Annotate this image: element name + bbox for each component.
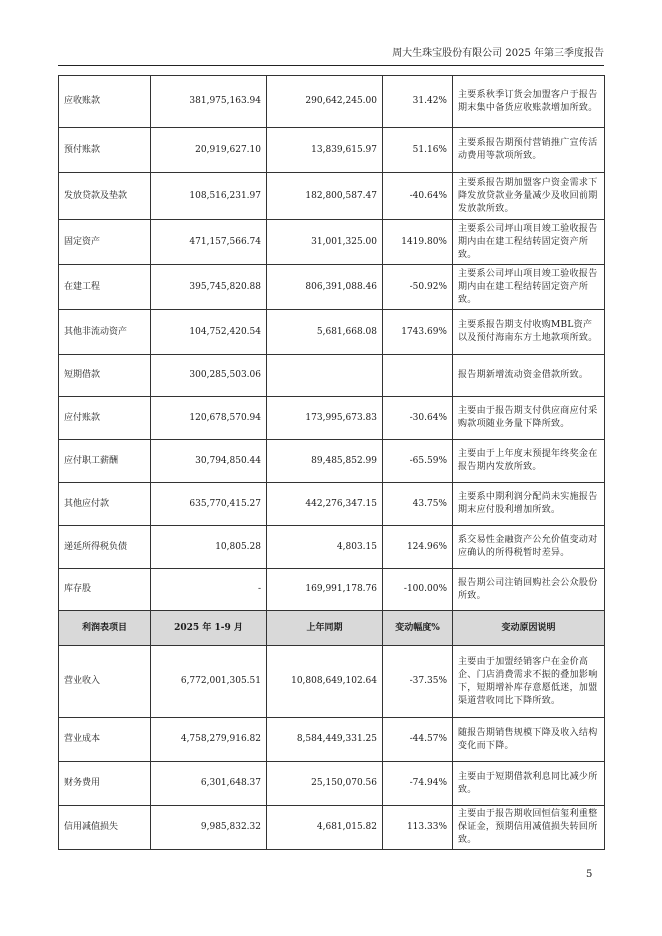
current-value-cell: 104,752,420.54 bbox=[151, 310, 267, 355]
reason-cell: 主要系报告期预付营销推广宣传活动费用等款项所致。 bbox=[453, 128, 605, 173]
current-value-cell: 9,985,832.32 bbox=[151, 806, 267, 850]
reason-cell: 主要系报告期支付收购MBL资产以及预付海南东方土地款项所致。 bbox=[453, 310, 605, 355]
change-rate-cell: 1419.80% bbox=[383, 220, 453, 265]
previous-value-cell: 4,803.15 bbox=[267, 526, 383, 569]
change-rate-cell: -50.92% bbox=[383, 265, 453, 310]
current-value-cell: 10,805.28 bbox=[151, 526, 267, 569]
previous-value-cell: 8,584,449,331.25 bbox=[267, 718, 383, 762]
table-row bbox=[59, 310, 605, 355]
change-rate-cell: -40.64% bbox=[383, 173, 453, 220]
reason-cell: 主要系秋季订货会加盟客户于报告期末集中备货应收账款增加所致。 bbox=[453, 76, 605, 128]
previous-value-cell: 5,681,668.08 bbox=[267, 310, 383, 355]
item-cell: 营业成本 bbox=[59, 718, 151, 762]
table-row bbox=[59, 128, 605, 173]
current-value-cell: 6,772,001,305.51 bbox=[151, 646, 267, 718]
table-row bbox=[59, 173, 605, 220]
item-cell: 发放贷款及垫款 bbox=[59, 173, 151, 220]
table-row bbox=[59, 762, 605, 806]
reason-cell: 系交易性金融资产公允价值变动对应确认的所得税暂时差异。 bbox=[453, 526, 605, 569]
item-cell: 短期借款 bbox=[59, 355, 151, 397]
item-cell: 营业收入 bbox=[59, 646, 151, 718]
change-rate-cell: -74.94% bbox=[383, 762, 453, 806]
change-rate-cell: 43.75% bbox=[383, 483, 453, 526]
table-row bbox=[59, 76, 605, 128]
item-cell: 应收账款 bbox=[59, 76, 151, 128]
table-row bbox=[59, 483, 605, 526]
reason-cell: 主要由于报告期收回恒信玺利重整保证金，预期信用减值损失转回所致。 bbox=[453, 806, 605, 850]
report-title: 周大生珠宝股份有限公司 2025 年第三季度报告 bbox=[392, 48, 604, 59]
reason-cell: 随报告期销售规模下降及收入结构变化而下降。 bbox=[453, 718, 605, 762]
change-rate-cell: 31.42% bbox=[383, 76, 453, 128]
reason-cell: 主要系公司坪山项目竣工验收报告期内由在建工程结转固定资产所致。 bbox=[453, 220, 605, 265]
current-value-cell: 108,516,231.97 bbox=[151, 173, 267, 220]
previous-value-cell: 173,995,673.83 bbox=[267, 397, 383, 440]
header-current-cell: 2025 年 1-9 月 bbox=[151, 611, 267, 646]
header-reason-cell: 变动原因说明 bbox=[453, 611, 605, 646]
table-row bbox=[59, 569, 605, 611]
page-header bbox=[58, 44, 604, 66]
change-analysis-table bbox=[58, 75, 605, 850]
table-row bbox=[59, 526, 605, 569]
change-rate-cell: 1743.69% bbox=[383, 310, 453, 355]
header-item-cell: 利润表项目 bbox=[59, 611, 151, 646]
current-value-cell: 635,770,415.27 bbox=[151, 483, 267, 526]
previous-value-cell: 13,839,615.97 bbox=[267, 128, 383, 173]
reason-cell: 报告期公司注销回购社会公众股份所致。 bbox=[453, 569, 605, 611]
change-rate-cell: 113.33% bbox=[383, 806, 453, 850]
current-value-cell: 4,758,279,916.82 bbox=[151, 718, 267, 762]
item-cell: 预付账款 bbox=[59, 128, 151, 173]
header-previous-cell: 上年同期 bbox=[267, 611, 383, 646]
change-rate-cell bbox=[383, 355, 453, 397]
item-cell: 财务费用 bbox=[59, 762, 151, 806]
current-value-cell: 6,301,648.37 bbox=[151, 762, 267, 806]
reason-cell: 主要由于报告期支付供应商应付采购款项随业务量下降所致。 bbox=[453, 397, 605, 440]
current-value-cell: - bbox=[151, 569, 267, 611]
previous-value-cell: 806,391,088.46 bbox=[267, 265, 383, 310]
item-cell: 库存股 bbox=[59, 569, 151, 611]
reason-cell: 主要系中期利润分配尚未实施报告期末应付股利增加所致。 bbox=[453, 483, 605, 526]
item-cell: 固定资产 bbox=[59, 220, 151, 265]
income-statement-header-row bbox=[59, 611, 605, 646]
current-value-cell: 300,285,503.06 bbox=[151, 355, 267, 397]
previous-value-cell bbox=[267, 355, 383, 397]
change-rate-cell: 51.16% bbox=[383, 128, 453, 173]
change-rate-cell: -37.35% bbox=[383, 646, 453, 718]
reason-cell: 主要由于短期借款利息同比减少所致。 bbox=[453, 762, 605, 806]
previous-value-cell: 31,001,325.00 bbox=[267, 220, 383, 265]
item-cell: 应付职工薪酬 bbox=[59, 440, 151, 483]
current-value-cell: 120,678,570.94 bbox=[151, 397, 267, 440]
item-cell: 其他应付款 bbox=[59, 483, 151, 526]
previous-value-cell: 10,808,649,102.64 bbox=[267, 646, 383, 718]
item-cell: 应付账款 bbox=[59, 397, 151, 440]
current-value-cell: 395,745,820.88 bbox=[151, 265, 267, 310]
table-row bbox=[59, 355, 605, 397]
previous-value-cell: 25,150,070.56 bbox=[267, 762, 383, 806]
previous-value-cell: 4,681,015.82 bbox=[267, 806, 383, 850]
previous-value-cell: 290,642,245.00 bbox=[267, 76, 383, 128]
reason-cell: 主要系报告期加盟客户资金需求下降发放贷款业务量减少及收回前期发放款所致。 bbox=[453, 173, 605, 220]
previous-value-cell: 89,485,852.99 bbox=[267, 440, 383, 483]
reason-cell: 报告期新增流动资金借款所致。 bbox=[453, 355, 605, 397]
previous-value-cell: 182,800,587.47 bbox=[267, 173, 383, 220]
change-rate-cell: -65.59% bbox=[383, 440, 453, 483]
item-cell: 在建工程 bbox=[59, 265, 151, 310]
table-row bbox=[59, 397, 605, 440]
previous-value-cell: 442,276,347.15 bbox=[267, 483, 383, 526]
table-row bbox=[59, 646, 605, 718]
change-rate-cell: -30.64% bbox=[383, 397, 453, 440]
reason-cell: 主要系公司坪山项目竣工验收报告期内由在建工程结转固定资产所致。 bbox=[453, 265, 605, 310]
change-rate-cell: -100.00% bbox=[383, 569, 453, 611]
table-row bbox=[59, 265, 605, 310]
change-rate-cell: 124.96% bbox=[383, 526, 453, 569]
current-value-cell: 20,919,627.10 bbox=[151, 128, 267, 173]
table-row bbox=[59, 718, 605, 762]
table-row bbox=[59, 440, 605, 483]
item-cell: 其他非流动资产 bbox=[59, 310, 151, 355]
current-value-cell: 471,157,566.74 bbox=[151, 220, 267, 265]
page-number: 5 bbox=[586, 869, 593, 880]
table-row bbox=[59, 806, 605, 850]
previous-value-cell: 169,991,178.76 bbox=[267, 569, 383, 611]
reason-cell: 主要由于上年度末预提年终奖金在报告期内发放所致。 bbox=[453, 440, 605, 483]
item-cell: 递延所得税负债 bbox=[59, 526, 151, 569]
item-cell: 信用减值损失 bbox=[59, 806, 151, 850]
change-rate-cell: -44.57% bbox=[383, 718, 453, 762]
header-change-cell: 变动幅度% bbox=[383, 611, 453, 646]
current-value-cell: 381,975,163.94 bbox=[151, 76, 267, 128]
current-value-cell: 30,794,850.44 bbox=[151, 440, 267, 483]
reason-cell: 主要由于加盟经销客户在金价高企、门店消费需求不振的叠加影响下，短期增补库存意愿低迷，加盟渠道营收同比下降所致。 bbox=[453, 646, 605, 718]
table-row bbox=[59, 220, 605, 265]
